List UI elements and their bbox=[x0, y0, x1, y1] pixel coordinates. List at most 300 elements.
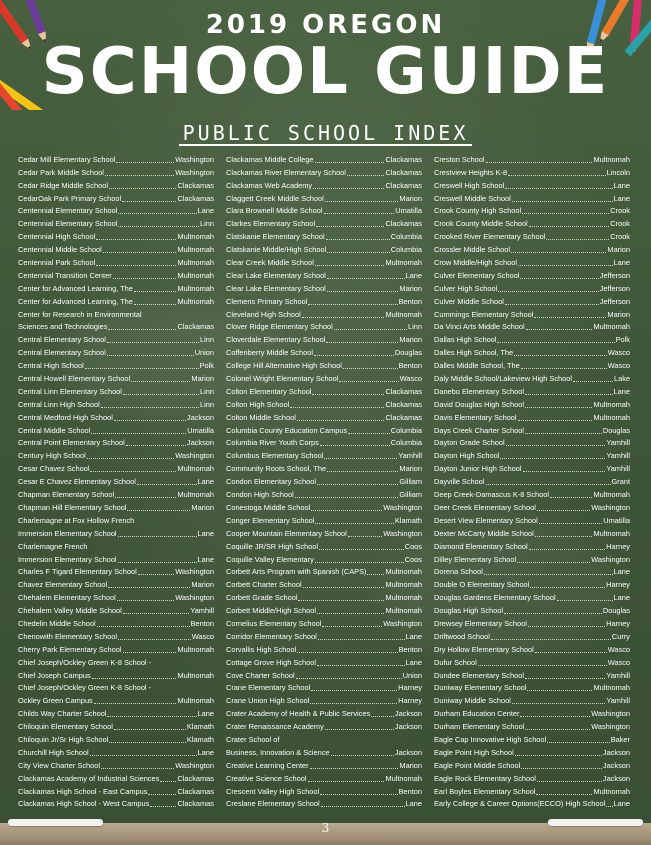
county-name: Multnomah bbox=[177, 296, 214, 306]
dot-leader bbox=[321, 806, 405, 807]
school-name: Chapman Hill Elementary School bbox=[18, 502, 127, 512]
county-name: Washington bbox=[175, 593, 214, 603]
dot-leader bbox=[303, 587, 385, 588]
index-entry bbox=[434, 552, 630, 565]
county-name: Benton bbox=[398, 786, 422, 796]
county-name: Harney bbox=[606, 618, 630, 628]
index-entry bbox=[226, 448, 422, 461]
dot-leader bbox=[160, 781, 176, 782]
index-entry bbox=[18, 281, 214, 294]
county-name: Yamhill bbox=[606, 438, 630, 448]
school-name: David Douglas High School bbox=[434, 399, 524, 409]
school-name: Crescent Valley High School bbox=[226, 786, 320, 796]
index-entry bbox=[434, 436, 630, 449]
school-name: Clackamas High School - West Campus bbox=[18, 799, 150, 809]
index-column-1 bbox=[18, 152, 214, 810]
school-name: CedarOak Park Primary School bbox=[18, 193, 122, 203]
index-entry bbox=[18, 500, 214, 513]
county-name: Lane bbox=[197, 747, 214, 757]
dot-leader bbox=[315, 162, 385, 163]
dot-leader bbox=[96, 239, 176, 240]
index-entry bbox=[226, 526, 422, 539]
dot-leader bbox=[557, 600, 613, 601]
dot-leader bbox=[108, 587, 190, 588]
county-name: Clackamas bbox=[177, 180, 214, 190]
dot-leader bbox=[318, 639, 405, 640]
school-name: Cherry Park Elementary School bbox=[18, 644, 122, 654]
school-name: Charlemagne French bbox=[18, 541, 88, 551]
county-name: Washington bbox=[591, 722, 630, 732]
dot-leader bbox=[526, 329, 593, 330]
school-name: Centennial High School bbox=[18, 232, 96, 242]
school-name: Coquille Valley Elementary bbox=[226, 554, 314, 564]
index-entry bbox=[226, 642, 422, 655]
index-entry bbox=[226, 410, 422, 423]
school-name: Clear Lake Elementary School bbox=[226, 283, 326, 293]
dot-leader bbox=[134, 291, 177, 292]
school-name: Central Elementary School bbox=[18, 335, 106, 345]
index-entry bbox=[18, 332, 214, 345]
county-name: Multnomah bbox=[593, 528, 630, 538]
index-entry bbox=[226, 681, 422, 694]
dot-leader bbox=[311, 690, 397, 691]
school-name: Clover Ridge Elementary School bbox=[226, 322, 333, 332]
dot-leader bbox=[324, 213, 395, 214]
dot-leader bbox=[327, 252, 390, 253]
school-name: Chief Joseph/Ockley Green K-8 School - bbox=[18, 657, 152, 667]
county-name: Multnomah bbox=[593, 490, 630, 500]
dot-leader bbox=[347, 175, 385, 176]
school-name: Clackamas Middle College bbox=[226, 154, 314, 164]
index-entry bbox=[434, 332, 630, 345]
county-name: Columbia bbox=[390, 245, 422, 255]
county-name: Klamath bbox=[186, 734, 214, 744]
index-entry bbox=[434, 152, 630, 165]
index-entry bbox=[226, 629, 422, 642]
school-name: Clatskanie Middle/High School bbox=[226, 245, 327, 255]
school-name: Condon Elementary School bbox=[226, 477, 316, 487]
school-name: Community Roots School, The bbox=[226, 464, 327, 474]
dot-leader bbox=[298, 600, 384, 601]
index-entry bbox=[434, 178, 630, 191]
index-entry bbox=[434, 681, 630, 694]
school-name: Corbett Charter School bbox=[226, 580, 302, 590]
school-name: Early College & Career Options(ECCO) High School bbox=[434, 799, 606, 809]
school-name: Daly Middle School/Lakeview High School bbox=[434, 374, 573, 384]
county-name: Jackson bbox=[394, 747, 422, 757]
school-name: Immersion Elementary School bbox=[18, 528, 117, 538]
county-name: Klamath bbox=[394, 515, 422, 525]
index-entry bbox=[18, 655, 214, 668]
dot-leader bbox=[296, 678, 402, 679]
index-entry bbox=[226, 565, 422, 578]
school-name: Eagle Rock Elementary School bbox=[434, 773, 536, 783]
county-name: Multnomah bbox=[385, 258, 422, 268]
dot-leader bbox=[334, 329, 407, 330]
school-name: Crook County High School bbox=[434, 206, 522, 216]
county-name: Clackamas bbox=[385, 180, 422, 190]
index-entry bbox=[226, 294, 422, 307]
dot-leader bbox=[314, 355, 394, 356]
index-entry bbox=[434, 397, 630, 410]
dot-leader bbox=[85, 368, 199, 369]
index-entry bbox=[18, 397, 214, 410]
dot-leader bbox=[116, 162, 174, 163]
dot-leader bbox=[512, 703, 605, 704]
dot-leader bbox=[315, 265, 385, 266]
dot-leader bbox=[126, 445, 186, 446]
dot-leader bbox=[486, 484, 611, 485]
dot-leader bbox=[319, 549, 404, 550]
school-name: Colton Elementary School bbox=[226, 386, 312, 396]
dot-leader bbox=[367, 574, 384, 575]
dot-leader bbox=[308, 304, 397, 305]
county-name: Gilliam bbox=[399, 477, 422, 487]
dot-leader bbox=[525, 433, 602, 434]
index-entry bbox=[434, 616, 630, 629]
county-name: Jefferson bbox=[599, 270, 630, 280]
dot-leader bbox=[107, 355, 194, 356]
school-name: Cesar Chavez School bbox=[18, 464, 90, 474]
dot-leader bbox=[527, 690, 592, 691]
index-entry bbox=[18, 590, 214, 603]
index-entry bbox=[434, 410, 630, 423]
index-entry bbox=[226, 577, 422, 590]
school-name: Dalles High School, The bbox=[434, 348, 514, 358]
dot-leader bbox=[315, 562, 404, 563]
school-name: Douglas Gardens Elementary School bbox=[434, 593, 556, 603]
county-name: Lane bbox=[197, 554, 214, 564]
index-entry bbox=[434, 461, 630, 474]
dot-leader bbox=[297, 420, 385, 421]
school-name: Coffenberry Middle School bbox=[226, 348, 313, 358]
index-entry bbox=[226, 539, 422, 552]
school-name: Clear Lake Elementary School bbox=[226, 270, 326, 280]
county-name: Jackson bbox=[394, 709, 422, 719]
index-entry bbox=[18, 384, 214, 397]
school-name: Drewsey Elementary School bbox=[434, 618, 527, 628]
dot-leader bbox=[539, 523, 603, 524]
county-name: Clackamas bbox=[385, 219, 422, 229]
county-name: Multnomah bbox=[177, 232, 214, 242]
index-entry bbox=[434, 706, 630, 719]
dot-leader bbox=[504, 613, 602, 614]
county-name: Wasco bbox=[399, 374, 422, 384]
index-entry bbox=[226, 771, 422, 784]
dot-leader bbox=[308, 781, 385, 782]
index-entry bbox=[18, 345, 214, 358]
dot-leader bbox=[118, 226, 199, 227]
header bbox=[0, 0, 651, 150]
school-name: Crater Renaissance Academy bbox=[226, 722, 324, 732]
county-name: Yamhill bbox=[606, 451, 630, 461]
county-name: Yamhill bbox=[606, 670, 630, 680]
index-entry bbox=[226, 152, 422, 165]
dot-leader bbox=[295, 497, 399, 498]
school-name: Cesar E Chavez Elementary School bbox=[18, 477, 136, 487]
school-name: Cleveland High School bbox=[226, 309, 301, 319]
county-name: Lane bbox=[613, 193, 630, 203]
dot-leader bbox=[317, 613, 384, 614]
school-name: Dayton Junior High School bbox=[434, 464, 522, 474]
school-name: Danebo Elementary School bbox=[434, 386, 524, 396]
school-name: Crestview Heights K-8 bbox=[434, 167, 508, 177]
school-name: Charles F Tigard Elementary School bbox=[18, 567, 137, 577]
school-name: Business, Innovation & Science bbox=[226, 747, 330, 757]
county-name: Multnomah bbox=[385, 309, 422, 319]
dot-leader bbox=[518, 265, 613, 266]
dot-leader bbox=[511, 252, 606, 253]
county-name: Marion bbox=[607, 245, 630, 255]
dot-leader bbox=[101, 407, 199, 408]
school-name: Crater Academy of Health & Public Services bbox=[226, 709, 371, 719]
index-entry bbox=[226, 590, 422, 603]
school-name: Crooked River Elementary School bbox=[434, 232, 546, 242]
dot-leader bbox=[107, 716, 196, 717]
school-name: Chehalem Valley Middle School bbox=[18, 606, 122, 616]
index-entry bbox=[434, 242, 630, 255]
county-name: Jackson bbox=[186, 438, 214, 448]
dot-leader bbox=[505, 188, 612, 189]
school-name: Crook County Middle School bbox=[434, 219, 528, 229]
county-name: Wasco bbox=[607, 644, 630, 654]
county-name: Grant bbox=[611, 477, 630, 487]
dot-leader bbox=[486, 162, 593, 163]
index-entry bbox=[434, 216, 630, 229]
school-name: Clara Brownell Middle School bbox=[226, 206, 323, 216]
county-name: Union bbox=[194, 348, 214, 358]
dot-leader bbox=[326, 239, 390, 240]
school-name: Clackamas High School - East Campus bbox=[18, 786, 148, 796]
dot-leader bbox=[96, 265, 176, 266]
school-name: Dalles Middle School, The bbox=[434, 361, 520, 371]
school-name: Douglas High School bbox=[434, 606, 504, 616]
index-entry bbox=[226, 603, 422, 616]
index-entry bbox=[434, 693, 630, 706]
index-entry bbox=[226, 745, 422, 758]
dot-leader bbox=[517, 562, 590, 563]
school-name: Cedar Mill Elementary School bbox=[18, 154, 116, 164]
dot-leader bbox=[343, 368, 398, 369]
county-name: Lake bbox=[613, 374, 630, 384]
index-entry bbox=[434, 204, 630, 217]
dot-leader bbox=[103, 252, 177, 253]
index-entry bbox=[226, 358, 422, 371]
index-entry bbox=[18, 229, 214, 242]
dot-leader bbox=[316, 226, 384, 227]
school-name: Chedelin Middle School bbox=[18, 618, 96, 628]
index-entry bbox=[18, 681, 214, 694]
index-entry bbox=[226, 474, 422, 487]
school-name: Dry Hollow Elementary School bbox=[434, 644, 534, 654]
school-name: Clackamas Web Academy bbox=[226, 180, 313, 190]
county-name: Harney bbox=[398, 683, 422, 693]
dot-leader bbox=[505, 304, 599, 305]
dot-leader bbox=[118, 562, 197, 563]
dot-leader bbox=[313, 188, 384, 189]
index-entry bbox=[226, 204, 422, 217]
school-name: Crater School of bbox=[226, 734, 280, 744]
school-name: Deer Creek Elementary School bbox=[434, 502, 536, 512]
index-entry bbox=[434, 797, 630, 810]
index-entry bbox=[226, 165, 422, 178]
school-name: Cooper Mountain Elementary School bbox=[226, 528, 347, 538]
school-name: Cornelius Elementary School bbox=[226, 618, 322, 628]
county-name: Klamath bbox=[186, 722, 214, 732]
school-name: Centennial Elementary School bbox=[18, 206, 118, 216]
county-name: Multnomah bbox=[385, 773, 422, 783]
dot-leader bbox=[525, 729, 590, 730]
school-name: Deep Creek-Damascus K-8 School bbox=[434, 490, 550, 500]
county-name: Douglas bbox=[394, 348, 422, 358]
dot-leader bbox=[150, 806, 176, 807]
county-name: Clackamas bbox=[385, 154, 422, 164]
school-name: Central High School bbox=[18, 361, 84, 371]
school-name: Corbett Arts Program with Spanish (CAPS) bbox=[226, 567, 367, 577]
index-entry bbox=[18, 461, 214, 474]
county-name: Yamhill bbox=[606, 464, 630, 474]
index-entry bbox=[226, 655, 422, 668]
dot-leader bbox=[508, 175, 605, 176]
county-name: Washington bbox=[175, 154, 214, 164]
county-name: Umatilla bbox=[395, 206, 422, 216]
school-name: Cloverdale Elementary School bbox=[226, 335, 326, 345]
index-entry bbox=[18, 577, 214, 590]
school-name: Crane Union High School bbox=[226, 696, 310, 706]
county-name: Lane bbox=[613, 567, 630, 577]
dot-leader bbox=[131, 381, 190, 382]
school-name: Centennial Middle School bbox=[18, 245, 102, 255]
index-entry bbox=[18, 513, 214, 526]
index-entry bbox=[18, 294, 214, 307]
dot-leader bbox=[371, 716, 394, 717]
school-name: Dexter McCarty Middle School bbox=[434, 528, 534, 538]
school-name: Duniway Elementary School bbox=[434, 683, 527, 693]
school-name: Driftwood School bbox=[434, 631, 490, 641]
school-name: Dilley Elementary School bbox=[434, 554, 517, 564]
dot-leader bbox=[90, 471, 176, 472]
county-name: Curry bbox=[611, 631, 630, 641]
dot-leader bbox=[520, 716, 590, 717]
county-name: Union bbox=[402, 670, 422, 680]
index-entry bbox=[226, 371, 422, 384]
school-name: Double O Elementary School bbox=[434, 580, 530, 590]
county-name: Multnomah bbox=[593, 786, 630, 796]
school-name: Columbia River Youth Corps bbox=[226, 438, 319, 448]
index-entry bbox=[434, 500, 630, 513]
school-name: Corridor Elementary School bbox=[226, 631, 317, 641]
index-entry bbox=[434, 732, 630, 745]
index-entry bbox=[434, 345, 630, 358]
county-name: Multnomah bbox=[177, 258, 214, 268]
index-entry bbox=[226, 732, 422, 745]
county-name: Multnomah bbox=[385, 580, 422, 590]
dot-leader bbox=[573, 381, 613, 382]
county-name: Marion bbox=[399, 760, 422, 770]
school-name: Coquille JR/SR High School bbox=[226, 541, 319, 551]
index-entry bbox=[434, 513, 630, 526]
school-name: Creative Science School bbox=[226, 773, 307, 783]
county-name: Clackamas bbox=[177, 799, 214, 809]
dot-leader bbox=[290, 407, 384, 408]
school-name: Centennial Elementary School bbox=[18, 219, 118, 229]
index-entry bbox=[434, 771, 630, 784]
dot-leader bbox=[537, 781, 602, 782]
index-entry bbox=[226, 784, 422, 797]
school-name: Chehalem Elementary School bbox=[18, 593, 116, 603]
dot-leader bbox=[327, 278, 405, 279]
school-name: Ockley Green Campus bbox=[18, 696, 93, 706]
county-name: Polk bbox=[615, 335, 630, 345]
dot-leader bbox=[521, 768, 602, 769]
county-name: Clackamas bbox=[177, 786, 214, 796]
school-name: Dallas High School bbox=[434, 335, 497, 345]
index-entry bbox=[18, 474, 214, 487]
dot-leader bbox=[101, 768, 174, 769]
county-name: Marion bbox=[399, 335, 422, 345]
index-entry bbox=[434, 590, 630, 603]
county-name: Linn bbox=[408, 322, 422, 332]
school-name: Clackamas Academy of Industrial Sciences bbox=[18, 773, 160, 783]
school-name: Central Linn Elementary School bbox=[18, 386, 122, 396]
county-name: Multnomah bbox=[177, 644, 214, 654]
county-name: Multnomah bbox=[177, 283, 214, 293]
county-name: Washington bbox=[591, 502, 630, 512]
index-entry bbox=[434, 565, 630, 578]
county-name: Lane bbox=[613, 799, 630, 809]
page-number: 3 bbox=[321, 821, 330, 835]
index-column-3 bbox=[434, 152, 630, 810]
dot-leader bbox=[118, 213, 196, 214]
school-name: Durham Elementary School bbox=[434, 722, 525, 732]
county-name: Wasco bbox=[607, 348, 630, 358]
index-entry bbox=[18, 448, 214, 461]
school-name: Durham Education Center bbox=[434, 709, 520, 719]
county-name: Crook bbox=[610, 232, 630, 242]
index-entry bbox=[226, 616, 422, 629]
school-name: Colonel Wright Elementary School bbox=[226, 374, 339, 384]
index-entry bbox=[226, 668, 422, 681]
index-entry bbox=[434, 191, 630, 204]
county-name: Washington bbox=[175, 760, 214, 770]
dot-leader bbox=[310, 703, 397, 704]
dot-leader bbox=[606, 806, 612, 807]
county-name: Jackson bbox=[602, 760, 630, 770]
county-name: Benton bbox=[398, 361, 422, 371]
index-entry bbox=[434, 577, 630, 590]
index-entry bbox=[18, 242, 214, 255]
school-name: Dayville School bbox=[434, 477, 485, 487]
index-entry bbox=[18, 668, 214, 681]
school-name: Creswell High School bbox=[434, 180, 505, 190]
county-name: Multnomah bbox=[593, 683, 630, 693]
dot-leader bbox=[500, 458, 605, 459]
school-name: College Hill Alternative High School bbox=[226, 361, 342, 371]
index-entry bbox=[18, 216, 214, 229]
school-name: Immersion Elementary School bbox=[18, 554, 117, 564]
dot-leader bbox=[117, 600, 174, 601]
index-entry bbox=[18, 719, 214, 732]
index-entry bbox=[226, 345, 422, 358]
dot-leader bbox=[348, 433, 390, 434]
county-name: Lane bbox=[405, 631, 422, 641]
dot-leader bbox=[114, 729, 186, 730]
dot-leader bbox=[521, 368, 607, 369]
index-entry bbox=[226, 384, 422, 397]
dot-leader bbox=[127, 510, 190, 511]
school-name: Crane Elementary School bbox=[226, 683, 311, 693]
school-name: Colton High School bbox=[226, 399, 290, 409]
